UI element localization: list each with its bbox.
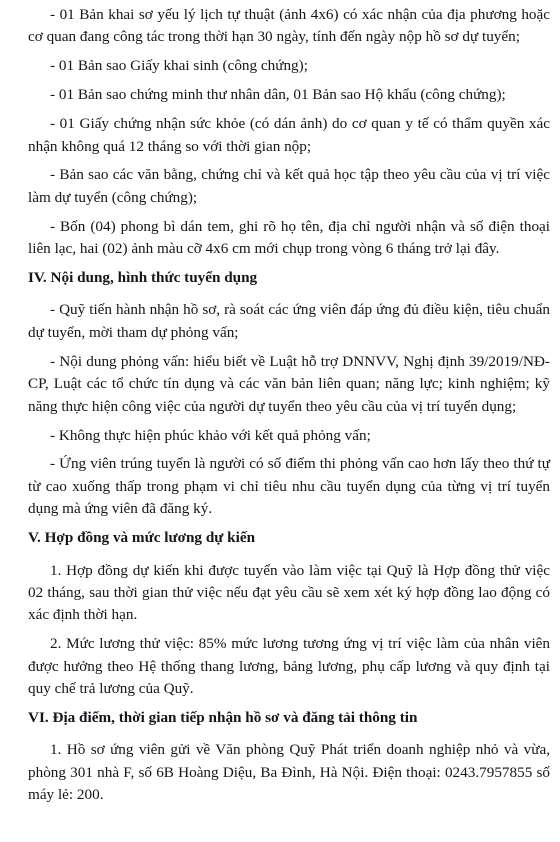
paragraph-no-review: - Không thực hiện phúc khảo với kết quả phỏng vấn;	[50, 426, 371, 444]
paragraph-submission-address: 1. Hồ sơ ứng viên gửi về Văn phòng Quỹ Phát triển doanh nghiệp nhỏ và vừa, phòng 301 nhà F, số 6B Hoàng Diệu, Ba Đình, Hà Nội. Điện thoại: 0243.7957855 số máy lẻ: 200.	[28, 741, 550, 804]
paragraph-screening: - Quỹ tiến hành nhận hồ sơ, rà soát các ứng viên đáp ứng đủ điều kiện, tiêu chuẩn dự tuyển, mời tham dự phỏng vấn;	[28, 301, 550, 341]
paragraph-health-certificate: - 01 Giấy chứng nhận sức khỏe (có dán ảnh) do cơ quan y tế có thẩm quyền xác nhận không quá 12 tháng so với thời gian nộp;	[28, 115, 550, 155]
section-heading-vi: VI. Địa điểm, thời gian tiếp nhận hồ sơ và đăng tải thông tin	[28, 708, 418, 726]
paragraph-interview-content: - Nội dung phỏng vấn: hiểu biết về Luật hỗ trợ DNNVV, Nghị định 39/2019/NĐ-CP, Luật các tổ chức tín dụng và các văn bản liên quan; năng lực; kinh nghiệm; kỹ năng thực hiện công việc của người dự tuyển theo yêu cầu của vị trí tuyển dụng;	[28, 352, 550, 415]
paragraph-cv-declaration: - 01 Bản khai sơ yếu lý lịch tự thuật (ảnh 4x6) có xác nhận của địa phương hoặc cơ quan đang công tác trong thời hạn 30 ngày, tính đến ngày nộp hồ sơ dự tuyển;	[28, 6, 550, 46]
section-heading-iv: IV. Nội dung, hình thức tuyển dụng	[28, 269, 258, 287]
paragraph-selection: - Ứng viên trúng tuyển là người có số điểm thi phỏng vấn cao hơn lấy theo thứ tự từ cao xuống thấp trong phạm vi chỉ tiêu nhu cầu tuyển dụng của từng vị trí tuyển dụng mà ứng viên đã đăng ký.	[28, 455, 550, 518]
paragraph-salary: 2. Mức lương thử việc: 85% mức lương tương ứng vị trí việc làm của nhân viên được hưởng theo Hệ thống thang lương, bảng lương, phụ cấp lương và quy định tại quy chế trả lương của Quỹ.	[28, 635, 550, 698]
paragraph-contract: 1. Hợp đồng dự kiến khi được tuyển vào làm việc tại Quỹ là Hợp đồng thử việc 02 tháng, sau thời gian thử việc nếu đạt yêu cầu sẽ xem xét ký hợp đồng lao động có xác định thời hạn.	[28, 561, 550, 624]
paragraph-id-card: - 01 Bản sao chứng minh thư nhân dân, 01 Bản sao Hộ khẩu (công chứng);	[50, 86, 506, 104]
paragraph-diplomas: - Bản sao các văn bằng, chứng chỉ và kết quả học tập theo yêu cầu của vị trí việc làm dự tuyển (công chứng);	[28, 166, 550, 206]
section-heading-v: V. Hợp đồng và mức lương dự kiến	[28, 529, 256, 547]
paragraph-birth-certificate: - 01 Bản sao Giấy khai sinh (công chứng);	[50, 57, 308, 75]
paragraph-envelopes-photos: - Bốn (04) phong bì dán tem, ghi rõ họ tên, địa chỉ người nhận và số điện thoại liên lạc, hai (02) ảnh màu cỡ 4x6 cm mới chụp trong vòng 6 tháng trở lại đây.	[28, 217, 550, 258]
